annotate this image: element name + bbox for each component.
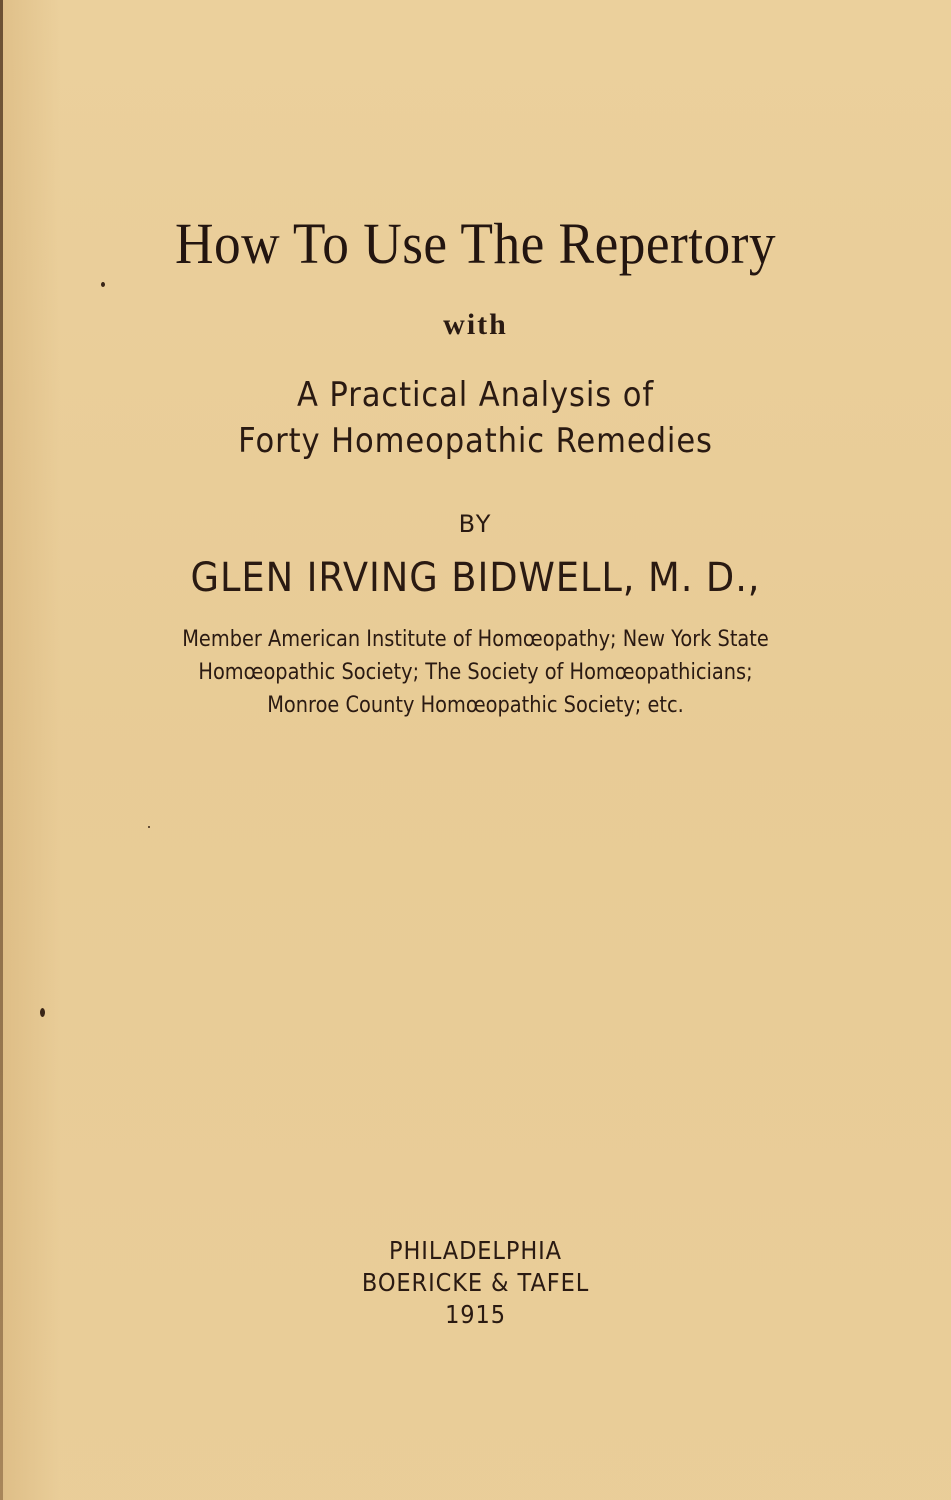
book-title: How To Use The Repertory [174,211,777,276]
author-name: GLEN IRVING BIDWELL, M. D., [190,555,761,601]
connector-text: with [443,308,508,341]
imprint-year: 1915 [445,1300,506,1329]
affiliation-line: Monroe County Homœopathic Society; etc. [267,693,684,718]
subtitle-line: A Practical Analysis of [296,375,655,415]
author-affiliations [57,623,894,722]
ink-speck [148,826,150,828]
by-label: BY [458,510,493,538]
affiliation-line: Member American Institute of Homœopathy; New York State [182,627,769,652]
affiliation-line: Homœopathic Society; The Society of Homœopathicians; [198,660,753,685]
subtitle [48,372,904,464]
page-edge [0,0,3,1500]
imprint-publisher: BOERICKE & TAFEL [361,1268,590,1297]
imprint-city: PHILADELPHIA [389,1236,562,1265]
subtitle-line: Forty Homeopathic Remedies [238,421,713,461]
ink-speck [101,282,105,287]
ink-speck [40,1008,45,1017]
imprint [48,1235,904,1331]
